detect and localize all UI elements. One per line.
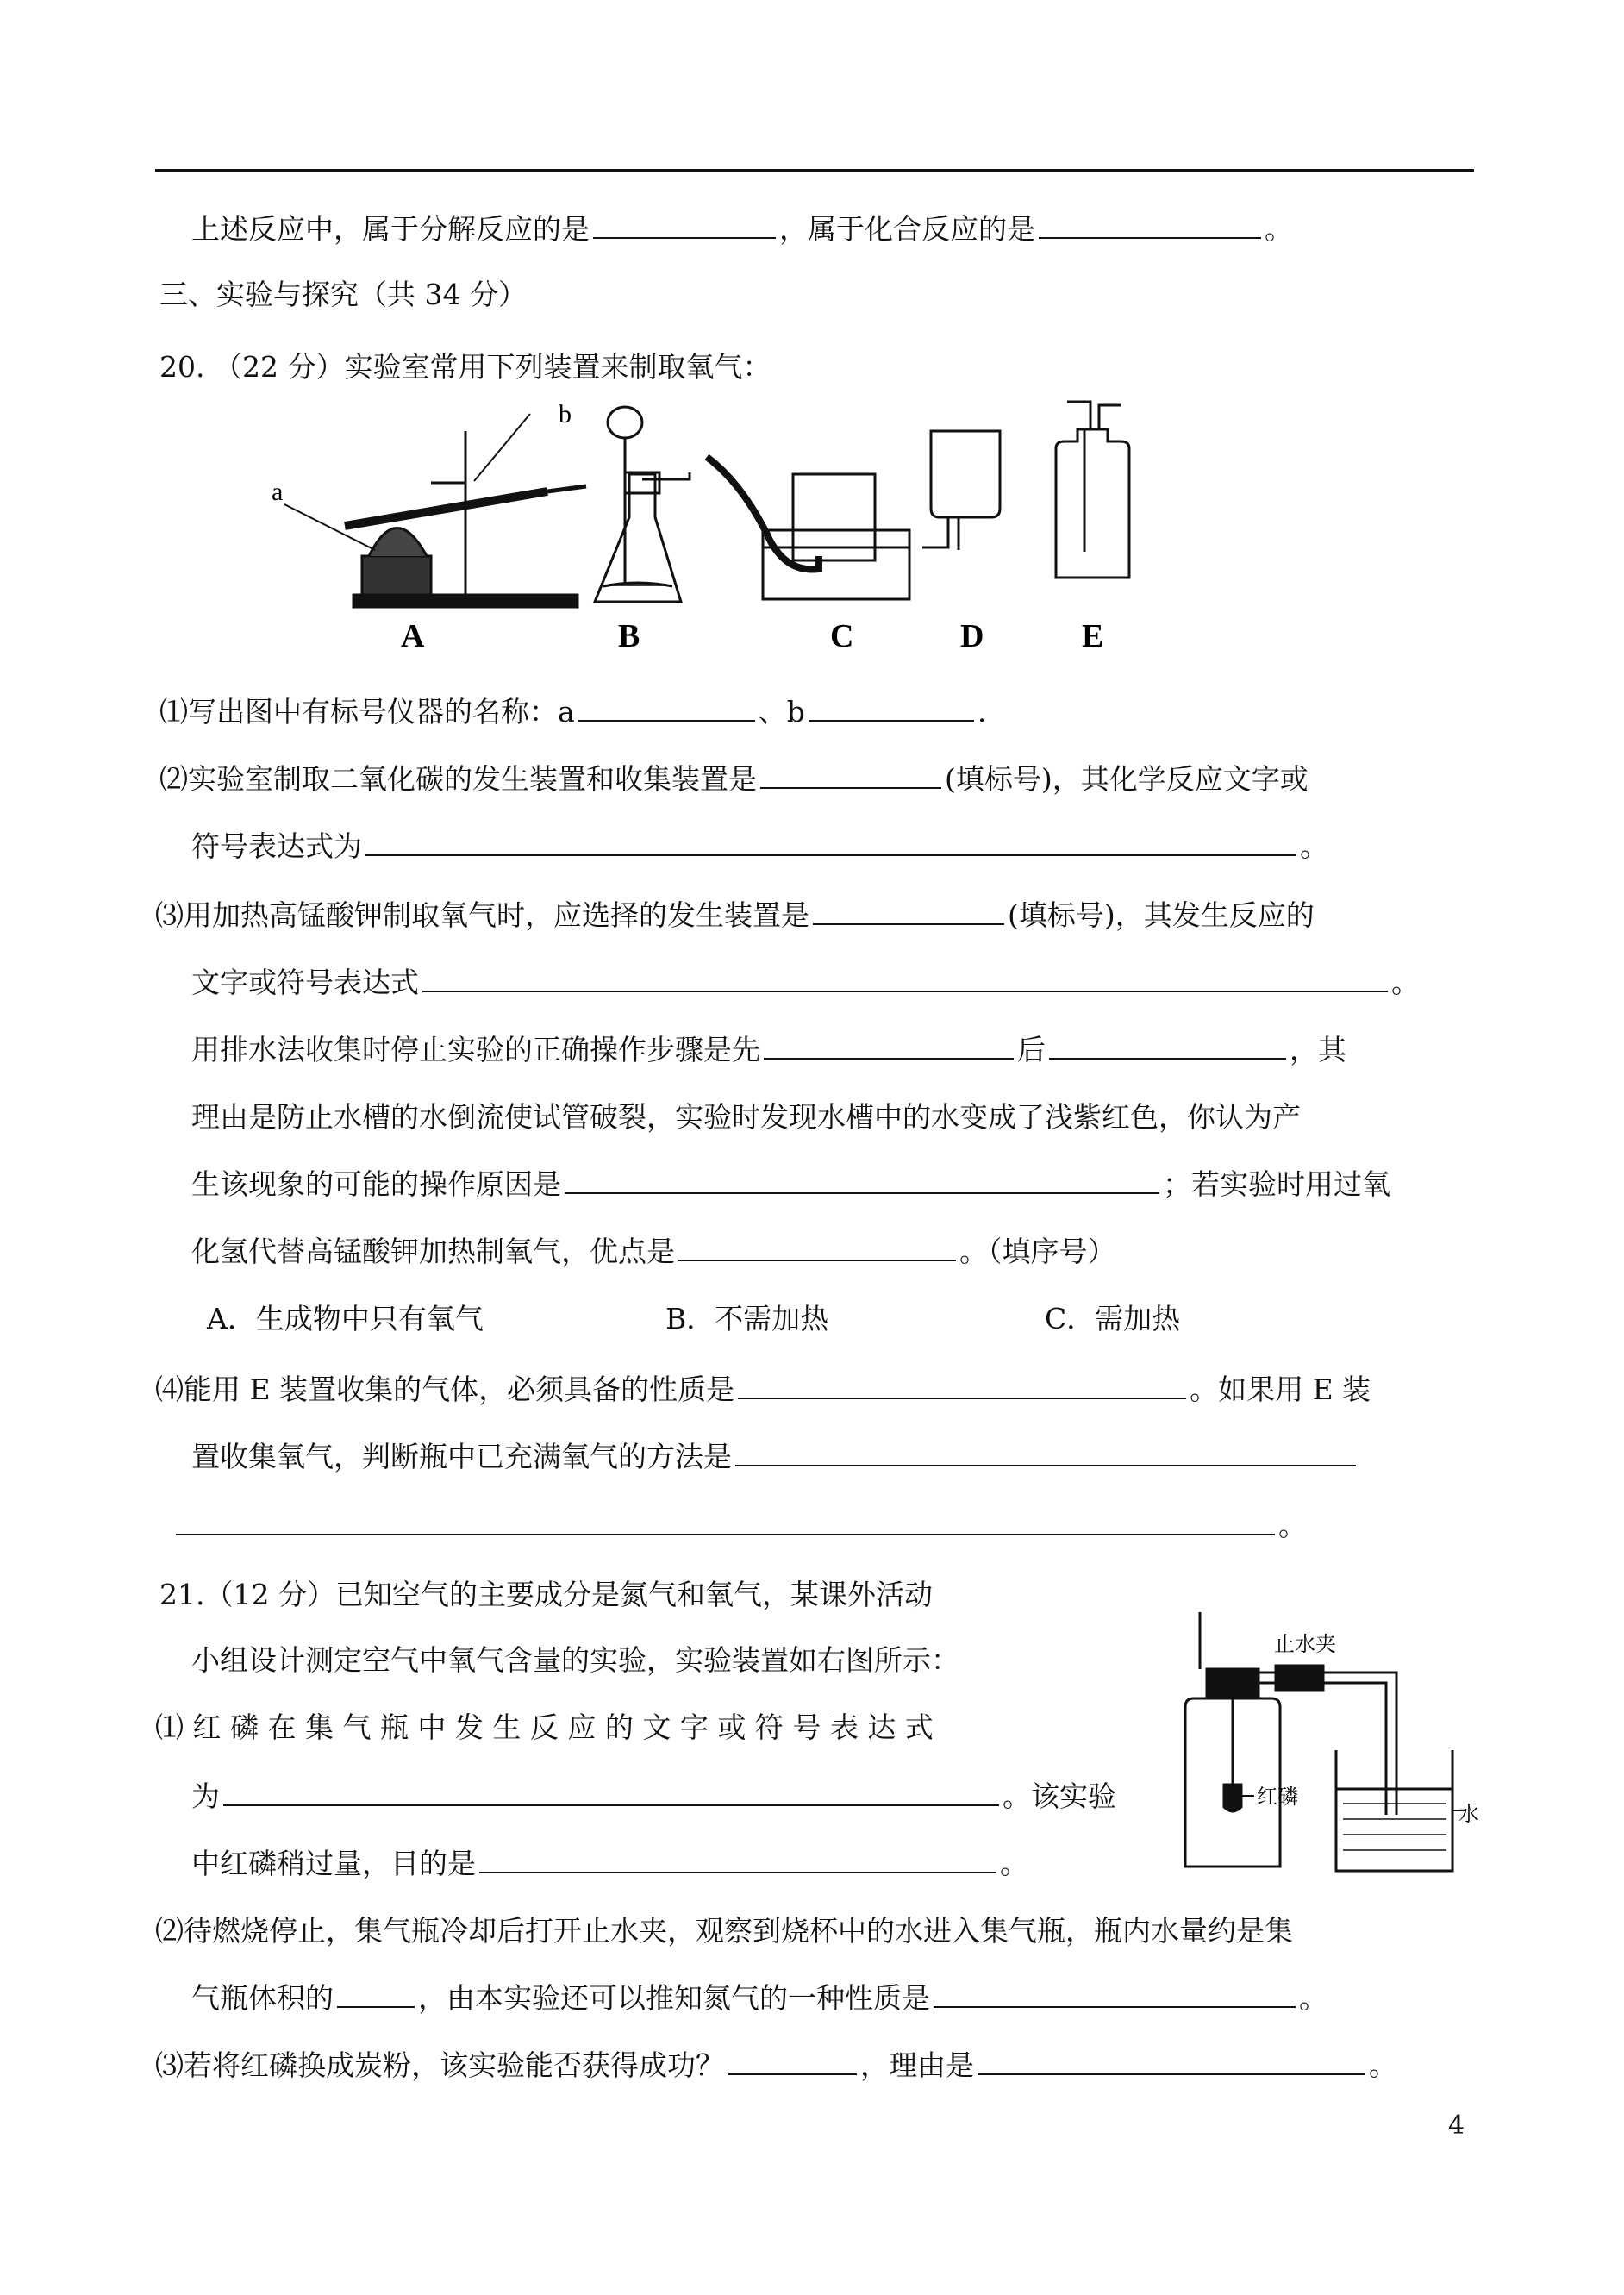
blank-carbon-reason[interactable] [978,2048,1365,2075]
text: 生该现象的可能的操作原因是 [191,1167,561,1201]
clamp-label: 止水夹 [1274,1632,1336,1656]
phosphorus-label: 红磷 [1257,1785,1298,1809]
text: 、b [758,695,805,729]
label-a: A [401,618,425,654]
q20-part3a [155,897,1315,935]
blank-advantage[interactable] [678,1234,956,1261]
option-c: C．需加热 [1045,1302,1181,1335]
text: ⑴写出图中有标号仪器的名称：a [159,695,575,729]
q21-part1a: ⑴ 红 磷 在 集 气 瓶 中 发 生 反 应 的 文 字 或 符 号 表 达 式 [155,1710,934,1744]
text: 符号表达式为 [191,829,362,863]
text: . [977,695,987,729]
blank-co2-apparatus[interactable] [760,761,941,789]
blank-a[interactable] [578,694,755,722]
q20-part4a [155,1371,1371,1409]
blank-co2-equation[interactable] [365,829,1296,856]
blank-first-step[interactable] [764,1032,1014,1060]
blank-water-fraction[interactable] [337,1980,415,2008]
q21-part1b [191,1778,1116,1816]
q21-heading: 21.（12 分）已知空气的主要成分是氮气和氧气，某课外活动 [159,1578,933,1611]
q20-part2a [159,760,1309,798]
blank-kmno4-apparatus[interactable] [813,897,1004,925]
q20-part3c [191,1031,1346,1069]
text: ，由本实验还可以推知氮气的一种性质是 [418,1981,930,2015]
section-3-title: 三、实验与探究（共 34 分） [159,278,527,311]
text: 气瓶体积的 [191,1981,334,2015]
q21-part1c [191,1845,1028,1883]
water-label: 水 [1458,1802,1479,1826]
blank-combination[interactable] [1039,211,1261,239]
marker-a: a [272,478,284,506]
q21-part3 [155,2047,1397,2085]
page-number: 4 [1448,2111,1465,2141]
line-reaction-types [191,210,1293,248]
q20-part2b [191,828,1328,866]
text: 用排水法收集时停止实验的正确操作步骤是先 [191,1033,760,1066]
text: ⑶若将红磷换成炭粉，该实验能否获得成功？ [155,2048,724,2082]
oxygen-content-figure [1146,1612,1483,1879]
option-a: A．生成物中只有氧气 [207,1302,484,1335]
text: 后 [1017,1033,1046,1066]
blank-carbon-success[interactable] [728,2048,857,2075]
text: 。 [1000,1847,1028,1880]
blank-full-check-cont[interactable] [176,1508,1275,1535]
q20-part4c [172,1507,1307,1545]
blank-purple-reason[interactable] [565,1166,1159,1194]
text: ⑵实验室制取二氧化碳的发生装置和收集装置是 [159,762,757,796]
text: 。如果用 E 装 [1190,1373,1371,1406]
q20-part3b [191,964,1420,1002]
q20-part3e [191,1166,1390,1204]
q20-part3f [191,1233,1116,1271]
text: ，属于化合反应的是 [779,212,1035,246]
q21-intro: 小组设计测定空气中氧气含量的实验，实验装置如右图所示： [191,1643,959,1677]
q21-part2b [191,1979,1327,2017]
blank-phosphorus-equation[interactable] [223,1779,999,1806]
q20-part1 [159,693,986,731]
apparatus-figure [259,397,1371,655]
text: (填标号)，其化学反应文字或 [945,762,1309,796]
blank-second-step[interactable] [1049,1032,1286,1060]
text: 。 [1299,1981,1327,2015]
label-b: B [618,618,640,654]
header-rule [155,169,1474,172]
blank-b[interactable] [809,694,974,722]
blank-kmno4-equation[interactable] [422,965,1388,992]
text: (填标号)，其发生反应的 [1008,898,1315,932]
marker-b: b [559,400,572,428]
blank-full-check[interactable] [735,1439,1356,1466]
blank-excess-purpose[interactable] [479,1846,996,1873]
blank-nitrogen-property[interactable] [934,1980,1296,2008]
text: 。 [1300,829,1328,863]
text: ；若实验时用过氧 [1163,1167,1390,1201]
text: 为 [191,1779,220,1813]
label-d: D [960,618,984,654]
text: ⑷能用 E 装置收集的气体，必须具备的性质是 [155,1373,735,1406]
label-c: C [830,618,854,654]
text: 。该实验 [1003,1779,1116,1813]
text: 化氢代替高锰酸钾加热制氧气，优点是 [191,1235,675,1268]
text: 文字或符号表达式 [191,966,419,999]
blank-decomposition[interactable] [593,211,776,239]
text: ，其 [1290,1033,1346,1066]
text: 。 [1278,1509,1307,1542]
text: ⑶用加热高锰酸钾制取氧气时，应选择的发生装置是 [155,898,809,932]
q20-part3d: 理由是防止水槽的水倒流使试管破裂，实验时发现水槽中的水变成了浅紫红色，你认为产 [191,1100,1301,1134]
text: 置收集氧气，判断瓶中已充满氧气的方法是 [191,1440,732,1473]
label-e: E [1082,618,1104,654]
text: ，理由是 [860,2048,974,2082]
q21-part2a: ⑵待燃烧停止，集气瓶冷却后打开止水夹，观察到烧杯中的水进入集气瓶，瓶内水量约是集 [155,1914,1293,1948]
text: 。 [1391,966,1420,999]
text: 。 [1265,212,1293,246]
option-b: B．不需加热 [665,1302,829,1335]
text: 中红磷稍过量，目的是 [191,1847,476,1880]
text: 上述反应中，属于分解反应的是 [191,212,590,246]
q20-part4b [191,1438,1359,1476]
blank-gas-property[interactable] [738,1372,1186,1399]
text: 。（填序号） [959,1235,1116,1268]
text: 。 [1369,2048,1397,2082]
q20-heading: 20. （22 分）实验室常用下列装置来制取氧气： [159,350,771,384]
